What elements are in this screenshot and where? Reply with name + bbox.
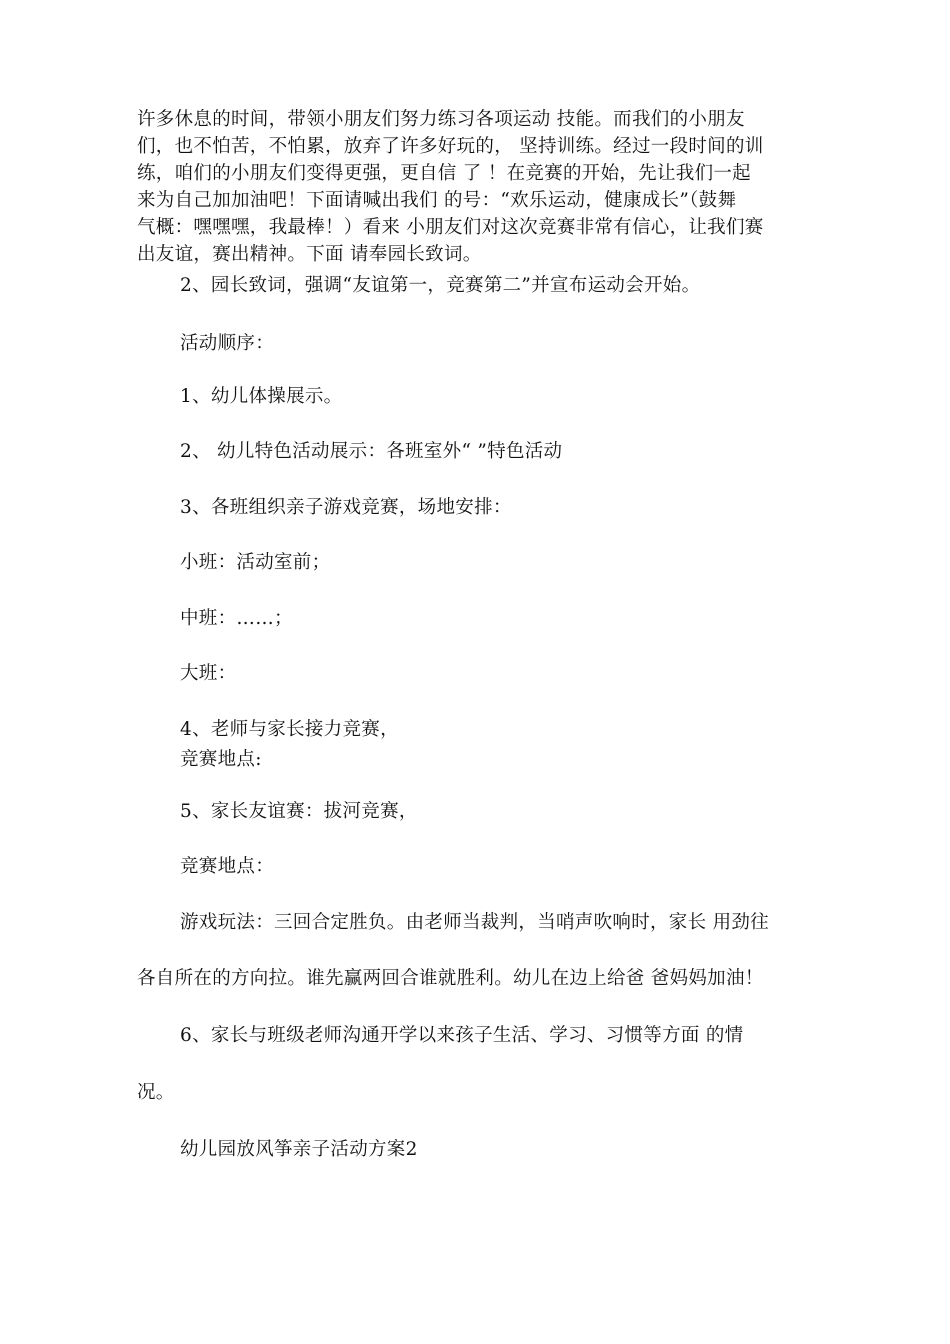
- game-rules-line-1: 游戏玩法：三回合定胜负。由老师当裁判，当哨声吹响时，家长 用劲往: [180, 912, 769, 933]
- activity-item-4-location: 竞赛地点:: [180, 749, 262, 770]
- activity-item-1: 1、幼儿体操展示。: [180, 386, 343, 407]
- activity-item-6-line-2: 况。: [137, 1082, 175, 1103]
- activity-item-5: 5、家长友谊赛：拔河竞赛，: [180, 801, 418, 822]
- activity-item-5-location: 竞赛地点：: [180, 856, 275, 877]
- activity-item-4: 4、老师与家长接力竞赛，: [180, 719, 399, 740]
- intro-line-5: 气概：嘿嘿嘿，我最棒！）看来 小朋友们对这次竞赛非常有信心，让我们赛: [137, 217, 764, 238]
- intro-line-4: 来为自己加加油吧！下面请喊出我们 的号：“欢乐运动，健康成长”（鼓舞: [137, 190, 737, 211]
- middle-class-location: 中班：……；: [180, 608, 293, 629]
- intro-line-2: 们，也不怕苦，不怕累，放弃了许多好玩的， 坚持训练。经过一段时间的训: [137, 136, 764, 157]
- large-class-location: 大班：: [180, 663, 237, 684]
- small-class-location: 小班：活动室前；: [180, 552, 331, 573]
- activity-item-3: 3、各班组织亲子游戏竞赛，场地安排：: [180, 497, 512, 518]
- game-rules-line-2: 各自所在的方向拉。谁先赢两回合谁就胜利。幼儿在边上给爸 爸妈妈加油！: [137, 968, 764, 989]
- activity-item-6-line-1: 6、家长与班级老师沟通开学以来孩子生活、学习、习惯等方面 的情: [180, 1025, 744, 1046]
- intro-line-6: 出友谊，赛出精神。下面 请奉园长致词。: [137, 244, 482, 265]
- intro-line-3: 练，咱们的小朋友们变得更强，更自信 了 ！在竞赛的开始，先让我们一起: [137, 163, 751, 184]
- intro-line-1: 许多休息的时间，带领小朋友们努力练习各项运动 技能。而我们的小朋友: [137, 109, 745, 130]
- next-section-title: 幼儿园放风筝亲子活动方案2: [180, 1139, 418, 1160]
- activity-order-heading: 活动顺序：: [180, 333, 275, 354]
- principal-speech: 2、园长致词，强调“友谊第一，竞赛第二”并宣布运动会开始。: [180, 275, 701, 296]
- activity-item-2: 2、 幼儿特色活动展示：各班室外“ ”特色活动: [180, 441, 563, 462]
